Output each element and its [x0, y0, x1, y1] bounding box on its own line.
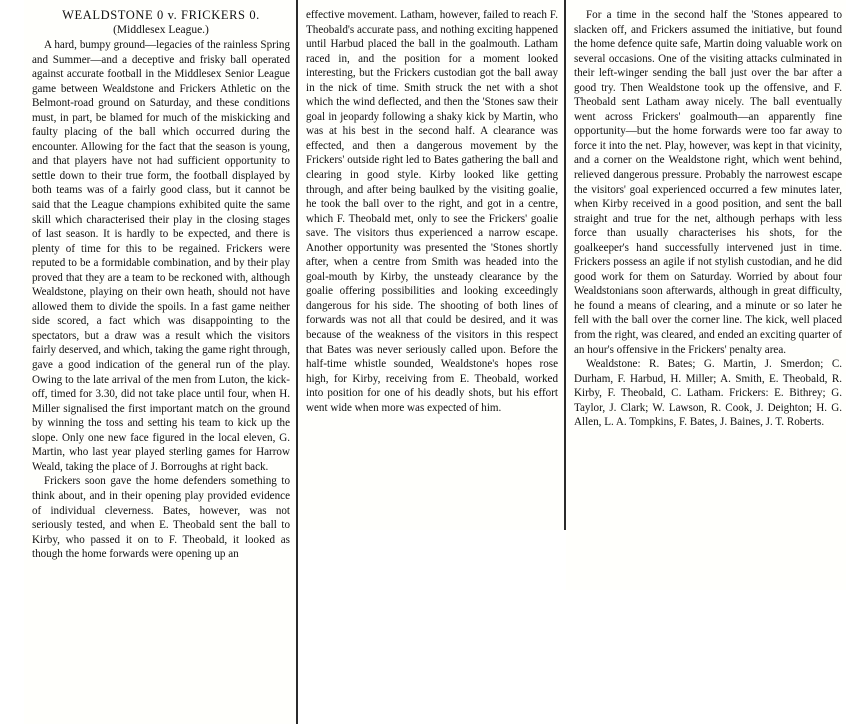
paragraph-second-half: For a time in the second half the 'Stones appeared to slacken off, and Frickers assumed the initiative, but found the home defence quite safe, Martin doing valuable work on several occasions. One of the visiting attacks culminated in their left-winger sending the ball just over the bar after a good try. Then Wealdstone took up the offensive, and F. Theobald sent Latham away nicely. The ball eventually went across Frickers' goalmouth—an apparently fine opportunity—but the home forwards were too far away to force it into the net. Play, however, was kept in that vicinity, and a corner on the Wealdstone right, which went behind, relieved dangerous pressure. Probably the narrowest escape the visitors' goal experienced occurred a few minutes later, when Kirby received in a good position, and sent the ball straight and true for the net, although perhaps with less force than usually characterises his shots, for the goalkeeper's hand successfully intervened just in time. Frickers possess an agile if not stylish custodian, and he did good work for them on Saturday. Worried by about four Wealdstonians soon afterwards, although in great difficulty, he found a means of clearing, and a minute or so later he fell with the ball over the corner line. The kick, well placed from the right, was cleared, and ended an exciting quarter of an hour's offensive in the Frickers' penalty area. [574, 9, 842, 356]
column-1 [24, 0, 296, 724]
column-3 [566, 0, 846, 590]
paragraph-match-report: A hard, bumpy ground—legacies of the rainless Spring and Summer—and a deceptive and frisky ball operated against accurate football in the Middlesex Senior League game between Wealdstone and Frickers Athletic on the Belmont-road ground on Saturday, and these conditions must, in part, be blamed for much of the miskicking and faulty placing of the ball which occurred during the encounter. Allowing for the fact that the season is young, and that players have not had sufficient opportunity to settle down to their true form, the football displayed by both teams was of a fairly good class, but it cannot be said that the League champions exhibited quite the same skill which characterised their play in the closing stages of last season. It is hardly to be expected, and there is plenty of time for this to be regained. Frickers were reputed to be a formidable combination, and by their play proved that they are a team to be reckoned with, although Wealdstone, playing on their own heath, should not have allowed them to divide the spoils. In a fast game neither side scored, a fact which was disappointing to the spectators, but a draw was a result which the visitors fairly deserved, and which, taking the game right through, gave a good indication of the general run of the play. Owing to the late arrival of the men from Luton, the kick-off, timed for 3.30, did not take place until four, when H. Miller signalised the first important match on the ground by winning the toss and setting his team to kick up the slope. Only one new face figured in the local eleven, G. Martin, who last year played sterling games for Harrow Weald, taking the place of J. Borroughs at right back. [32, 39, 290, 473]
paragraph-team-lineups: Wealdstone: R. Bates; G. Martin, J. Smerdon; C. Durham, F. Harbud, H. Miller; A. Smith, E. Theobald, R. Kirby, F. Theobald, C. Latham. Frickers: E. Bithrey; G. Taylor, J. Clark; W. Lawson, R. Cook, J. Deighton; H. G. Allen, L. A. Tompkins, F. Bates, J. Baines, J. T. Roberts. [574, 358, 842, 429]
paragraph-first-half: effective movement. Latham, however, failed to reach F. Theobald's accurate pass, and nothing exciting happened until Harbud placed the ball in the goalmouth. Latham raced in, and the position for a moment looked interesting, but the Frickers custodian got the ball away in the nick of time. Smith struck the net with a shot which the wind deflected, and then the 'Stones saw their goal in jeopardy following a shaky kick by Martin, who was at his best in the second half. A clearance was effected, and then a dangerous movement by the Frickers' outside right led to Bates gathering the ball and clearing in good style. Kirby looked like getting through, and after being baulked by the visiting goalie, he took the ball over to the right, and got in a centre, which F. Theobald met, only to see the Frickers' goalie save. The visitors thus experienced a narrow escape. Another opportunity was presented the 'Stones shortly after, when a centre from Smith was headed into the goal-mouth by Kirby, the unsteady clearance by the goalie offering possibilities and looking exceedingly dangerous for his side. The shooting of both lines of forwards was not all that could be desired, and it was because of the weakness of the visitors in this respect that Bates was never seriously called upon. Before the half-time whistle sounded, Wealdstone's hopes rose high, for Kirby, receiving from E. Theobald, worked into position for one of his deadly shots, but his effort went wide when more was expected of him. [306, 9, 558, 414]
column-2 [298, 0, 564, 530]
article-headline: WEALDSTONE 0 v. FRICKERS 0. [62, 8, 260, 22]
paragraph-opening-play: Frickers soon gave the home defenders something to think about, and in their opening play provided evidence of individual cleverness. Bates, however, was not seriously tested, and when E. Theobald sent the ball to Kirby, who passed it on to F. Theobald, it looked as though the home forwards were opening up an [32, 475, 290, 561]
article-subhead: (Middlesex League.) [113, 24, 209, 36]
